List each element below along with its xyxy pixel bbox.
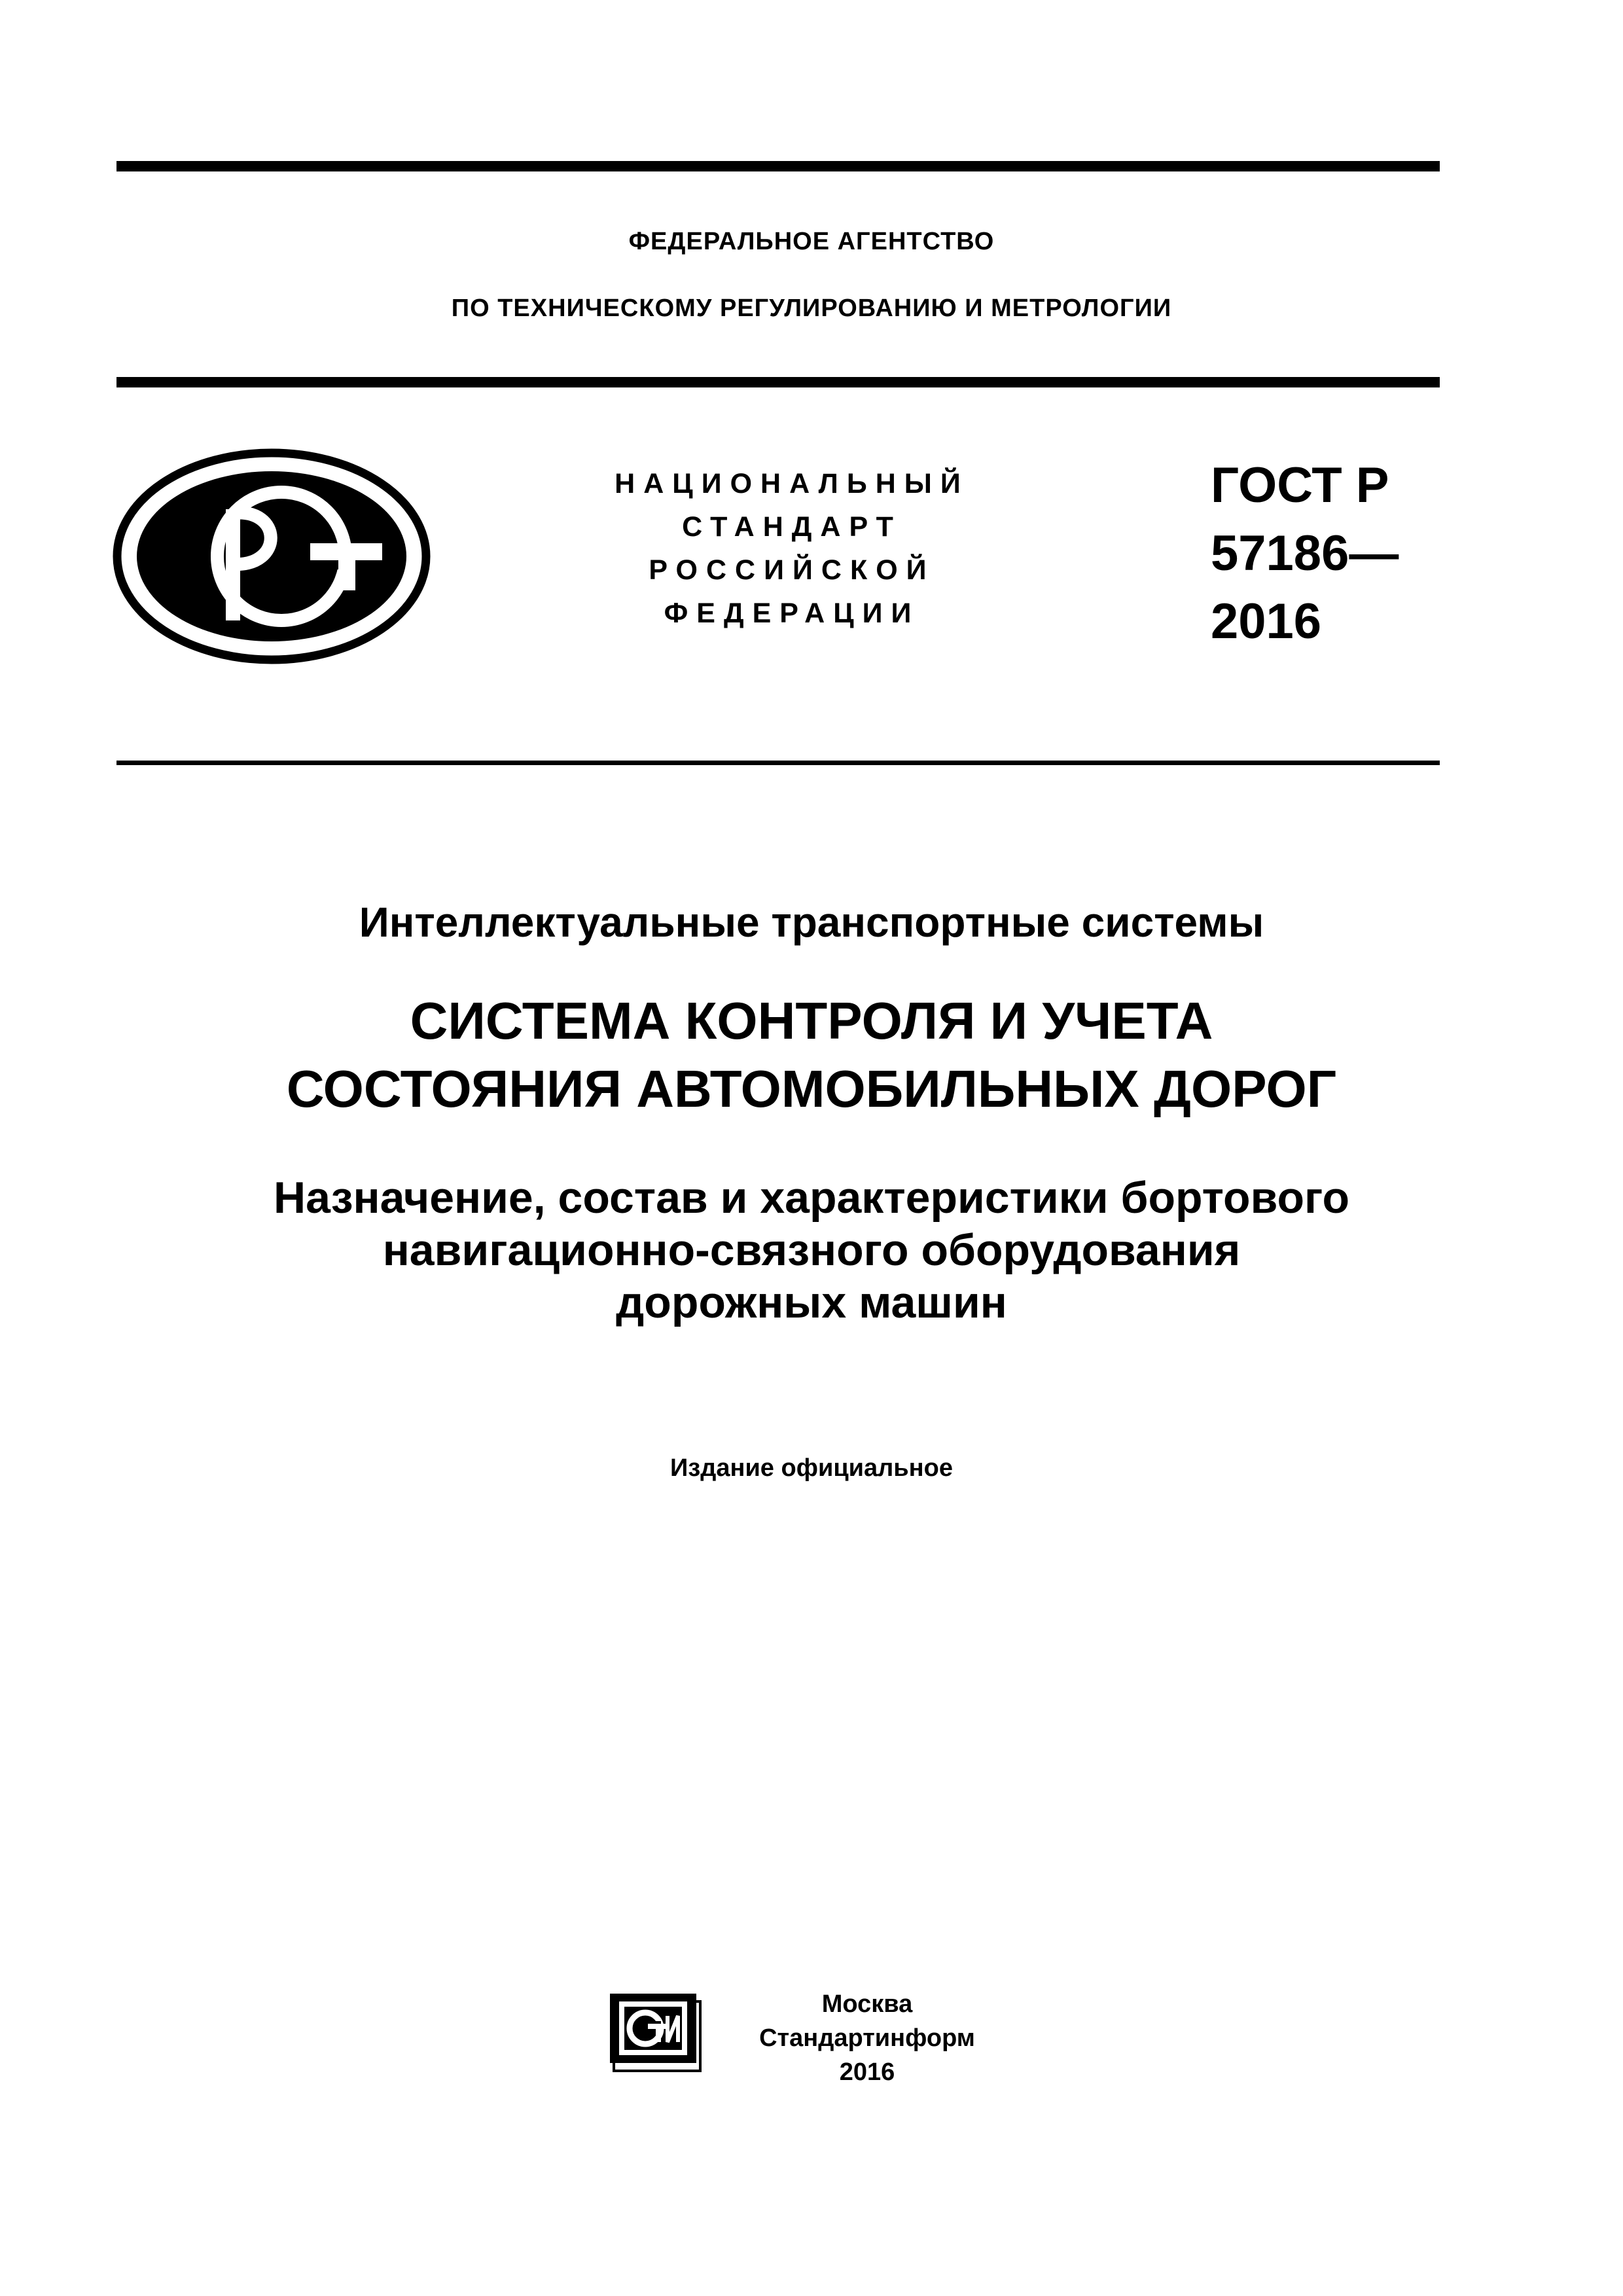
header-bottom-rule bbox=[116, 761, 1440, 765]
designation-line-1: ГОСТ Р bbox=[1211, 457, 1389, 513]
national-standard-line-3: РОССИЙСКОЙ bbox=[649, 554, 935, 586]
publisher-city: Москва bbox=[821, 1990, 913, 2018]
standartinform-logo-icon bbox=[607, 1990, 705, 2075]
sub-title-line-2: навигационно-связного оборудования bbox=[382, 1225, 1241, 1275]
publisher-block bbox=[720, 1987, 1014, 2089]
designation-line-3: 2016 bbox=[1211, 594, 1322, 649]
national-standard-line-1: НАЦИОНАЛЬНЫЙ bbox=[615, 468, 969, 499]
national-standard-label bbox=[563, 462, 1021, 635]
edition-label: Издание официальное bbox=[670, 1454, 953, 1482]
sub-title-line-3: дорожных машин bbox=[616, 1278, 1007, 1327]
agency-line-1: ФЕДЕРАЛЬНОЕ АГЕНТСТВО bbox=[628, 228, 995, 255]
main-title bbox=[0, 987, 1623, 1123]
standard-designation bbox=[1211, 452, 1399, 656]
agency-line-2: ПО ТЕХНИЧЕСКОМУ РЕГУЛИРОВАНИЮ И МЕТРОЛОГИИ bbox=[451, 295, 1172, 322]
general-title: Интеллектуальные транспортные системы bbox=[359, 899, 1264, 946]
publisher-name: Стандартинформ bbox=[759, 2024, 975, 2052]
rst-logo-icon bbox=[111, 445, 432, 668]
sub-title bbox=[0, 1172, 1623, 1329]
national-standard-line-4: ФЕДЕРАЦИИ bbox=[664, 598, 920, 629]
main-title-line-2: СОСТОЯНИЯ АВТОМОБИЛЬНЫХ ДОРОГ bbox=[286, 1060, 1337, 1118]
middle-rule bbox=[116, 377, 1440, 387]
designation-line-2: 57186— bbox=[1211, 526, 1399, 581]
sub-title-line-1: Назначение, состав и характеристики бортового bbox=[274, 1173, 1349, 1223]
publisher-year: 2016 bbox=[839, 2058, 895, 2086]
main-title-line-1: СИСТЕМА КОНТРОЛЯ И УЧЕТА bbox=[410, 992, 1213, 1050]
national-standard-line-2: СТАНДАРТ bbox=[682, 511, 902, 543]
top-rule bbox=[116, 161, 1440, 171]
